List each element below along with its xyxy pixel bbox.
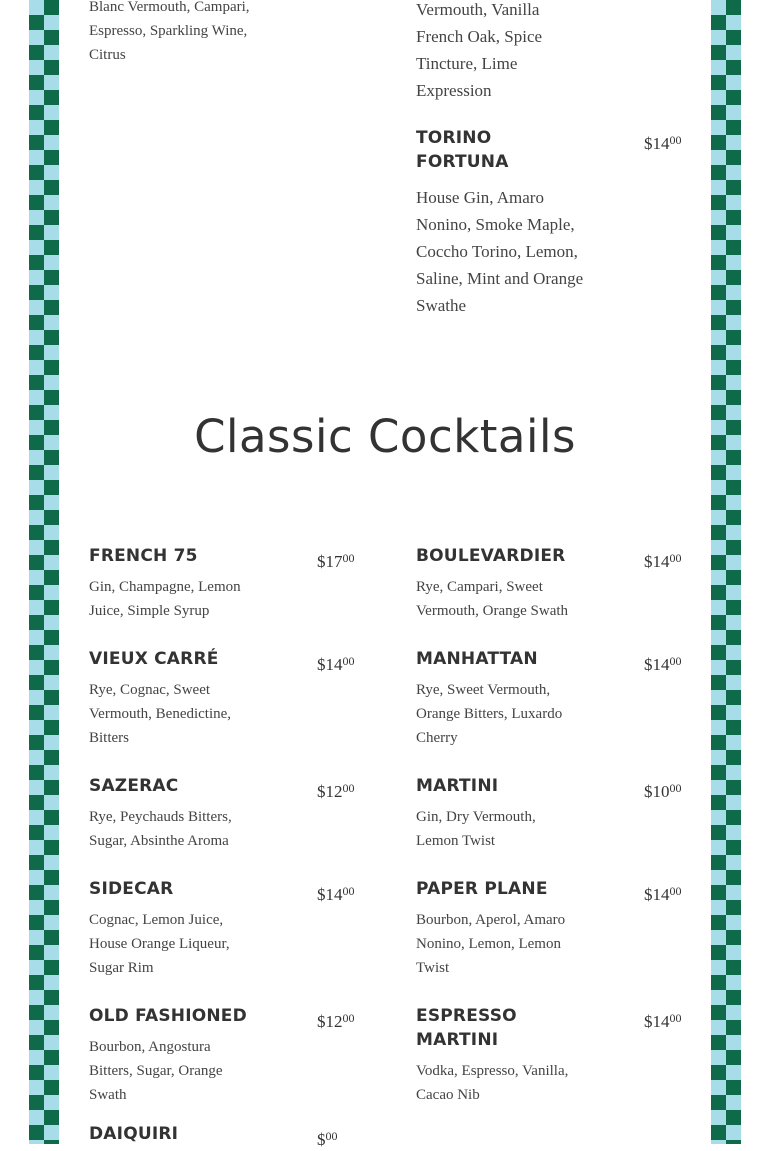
menu-item (89, 647, 269, 750)
menu-item (416, 647, 596, 750)
item-name: DAIQUIRI (89, 1124, 179, 1144)
item-name: VIEUX CARRÉ (89, 649, 219, 669)
menu-page (59, 0, 711, 1149)
item-price: $\$14^{00}$ (644, 654, 682, 674)
item-description: Vodka, Espresso, Vanilla, Cacao Nib (416, 1063, 569, 1103)
item-description: House Gin, Amaro Nonino, Smoke Maple, Coccho Torino, Lemon, Saline, Mint and Orange Swathe (416, 188, 584, 315)
item-description: Bourbon, Angostura Bitters, Sugar, Orange Swath (89, 1039, 223, 1103)
menu-item (416, 877, 596, 980)
item-description: Cognac, Lemon Juice, House Orange Liqueur, Sugar Rim (89, 912, 230, 976)
menu-item (89, 877, 269, 980)
item-description: Gin, Dry Vermouth, Lemon Twist (416, 809, 536, 849)
item-description: Rye, Sweet Vermouth, Orange Bitters, Luxardo Cherry (416, 682, 563, 746)
menu-item (89, 1004, 269, 1107)
item-description: Gin, Champagne, Lemon Juice, Simple Syrup (89, 579, 241, 619)
checkered-border-right (711, 0, 741, 1144)
item-price: $\$14^{00}$ (644, 1011, 682, 1031)
menu-item-torino-fortuna (416, 126, 596, 319)
item-name: TORINO FORTUNA (416, 128, 509, 172)
item-price: $\$14^{00}$ (317, 884, 355, 904)
menu-item (89, 544, 269, 623)
menu-item (89, 774, 269, 853)
item-price: $\$14^{00}$ (317, 654, 355, 674)
item-name: SAZERAC (89, 776, 179, 796)
item-name: OLD FASHIONED (89, 1006, 247, 1026)
item-name: FRENCH 75 (89, 546, 198, 566)
menu-item (416, 1004, 596, 1107)
menu-item (89, 1122, 269, 1146)
item-price: $\$17^{00}$ (317, 551, 355, 571)
item-description: Bourbon, Aperol, Amaro Nonino, Lemon, Lemon Twist (416, 912, 566, 976)
item-description: Rye, Cognac, Sweet Vermouth, Benedictine, Bitters (89, 682, 232, 746)
menu-item (416, 544, 596, 623)
item-name: BOULEVARDIER (416, 546, 566, 566)
item-price: $\$14^{00}$ (644, 884, 682, 904)
item-description: Rye, Peychauds Bitters, Sugar, Absinthe Aroma (89, 809, 232, 849)
item-price: $\$12^{00}$ (317, 781, 355, 801)
item-price: $\$14^{00}$ (644, 551, 682, 571)
item-name: SIDECAR (89, 879, 174, 899)
item-name: MANHATTAN (416, 649, 538, 669)
item-price: $\$10^{00}$ (644, 781, 682, 801)
section-title: Classic Cocktails (194, 410, 576, 463)
menu-item (416, 774, 596, 853)
checkered-border-left (29, 0, 59, 1144)
item-price: $\$14^{00}$ (644, 133, 682, 153)
item-description: Rye, Campari, Sweet Vermouth, Orange Swath (416, 579, 569, 619)
item-name: PAPER PLANE (416, 879, 548, 899)
item-name: ESPRESSO MARTINI (416, 1006, 517, 1050)
item-name: MARTINI (416, 776, 499, 796)
item-price: \$$^{00}$ (317, 1129, 338, 1149)
item-price: $\$12^{00}$ (317, 1011, 355, 1031)
partial-item-right-description: Vermouth, Vanilla French Oak, Spice Tincture, Lime Expression (416, 0, 543, 100)
partial-item-left-description: Blanc Vermouth, Campari, Espresso, Sparkling Wine, Citrus (89, 0, 250, 63)
